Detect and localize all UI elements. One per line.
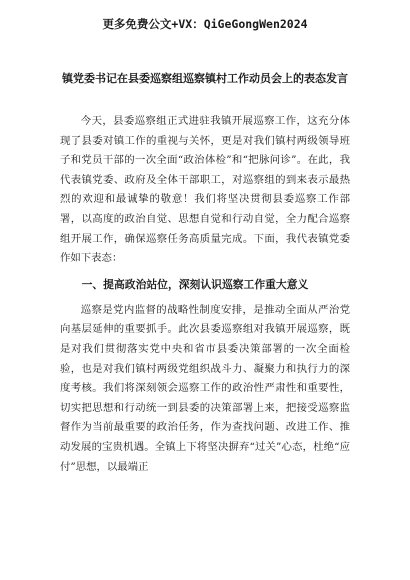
- section-heading: 一、提高政治站位，深刻认识巡察工作重大意义: [81, 277, 309, 291]
- intro-paragraph: 今天，县委巡察组正式进驻我镇开展巡察工作，这充分体现了县委对镇工作的重视与关怀，更是对我们镇村两级领导班子和党员干部的一次全面“政治体检”和“把脉问诊”。在此，我代表镇党委、政府及全体干部职工，对巡察组的到来表示最热烈的欢迎和最诚挚的敬意！我们将坚决贯彻县委巡察工作部署，以高度的政治自觉、思想自觉和行动自觉，全力配合巡察组开展工作，确保巡察任务高质量完成。下面，我代表镇党委作如下表态：: [60, 115, 350, 265]
- document-title: 镇党委书记在县委巡察组巡察镇村工作动员会上的表态发言: [62, 72, 348, 85]
- document-body: [60, 112, 350, 477]
- section-paragraph: 巡察是党内监督的战略性制度安排，是推动全面从严治党向基层延伸的重要抓手。此次县委巡察组对我镇开展巡察，既是对我们贯彻落实党中央和省市县委决策部署的一次全面检验，也是对我们镇村两级党组织战斗力、凝聚力和执行力的深度考核。我们将深刻领会巡察工作的政治性严肃性和重要性，切实把思想和行动统一到县委的决策部署上来，把接受巡察监督作为当前最重要的政治任务，作为查找问题、改进工作、推动发展的宝贵机遇。全镇上下将坚决摒弃“过关”心态，杜绝“应付”思想，以最端正: [60, 303, 350, 473]
- promo-banner: 更多免费公文+VX：QiGeGongWen2024: [102, 17, 308, 31]
